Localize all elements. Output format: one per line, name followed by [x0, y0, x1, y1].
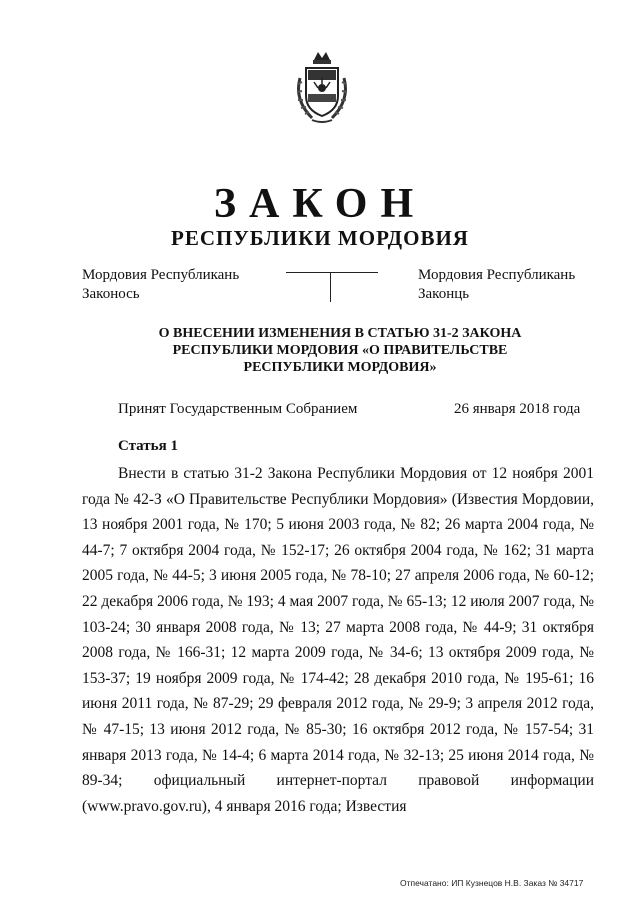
- erzya-title-line-2: Законць: [418, 286, 470, 302]
- adopted-by: Принят Государственным Собранием: [118, 401, 358, 417]
- erzya-title: [418, 266, 575, 304]
- divider-vertical: [330, 272, 331, 302]
- divider-horizontal: [286, 272, 378, 273]
- adopted-date: 26 января 2018 года: [454, 401, 581, 417]
- heading-line-1: О ВНЕСЕНИИ ИЗМЕНЕНИЯ В СТАТЬЮ 31-2 ЗАКОНА: [158, 326, 522, 341]
- moksha-title-line-1: Мордовия Республикань: [82, 267, 240, 283]
- heading-line-2: РЕСПУБЛИКИ МОРДОВИЯ «О ПРАВИТЕЛЬСТВЕ: [172, 343, 508, 358]
- article-body: Внести в статью 31-2 Закона Республики Мордовия от 12 ноября 2001 года № 42-З «О Правительстве Республики Мордовия» (Известия Мордовии, 13 ноября 2001 года, № 170; 5 июня 2003 года, № 82; 26 марта 2004 года, № 44-7; 7 октября 2004 года, № 152-17; 26 октября 2004 года, № 162; 31 марта 2005 года, № 44-5; 3 июня 2005 года, № 78-10; 27 апреля 2006 года, № 60-12; 22 декабря 2006 года, № 193; 4 мая 2007 года, № 65-13; 12 июля 2007 года, № 103-24; 30 января 2008 года, № 13; 27 марта 2008 года, № 44-9; 31 октября 2008 года, № 166-31; 12 марта 2009 года, № 34-6; 13 октября 2009 года, № 153-37; 19 ноября 2009 года, № 174-42; 28 декабря 2010 года, № 195-61; 16 июня 2011 года, № 87-29; 29 февраля 2012 года, № 29-9; 3 апреля 2012 года, № 47-15; 13 июня 2012 года, № 85-30; 16 октября 2012 года, № 157-54; 31 января 2013 года, № 14-4; 6 марта 2014 года, № 32-13; 25 июня 2014 года, № 89-34; официальный интернет-портал правовой информации (www.pravo.gov.ru), 4 января 2016 года; Известия: [82, 465, 594, 815]
- erzya-title-line-1: Мордовия Республикань: [418, 267, 576, 283]
- law-subtitle: РЕСПУБЛИКИ МОРДОВИЯ: [171, 226, 469, 250]
- center-divider: [286, 272, 378, 302]
- heading-line-3: РЕСПУБЛИКИ МОРДОВИЯ»: [243, 360, 437, 375]
- moksha-title: [82, 266, 239, 304]
- coat-of-arms-icon: [290, 48, 354, 124]
- document-heading: [0, 325, 640, 376]
- law-title: ЗАКОН: [213, 181, 427, 227]
- printer-note: Отпечатано: ИП Кузнецов Н.В. Заказ № 34717: [400, 878, 584, 888]
- moksha-title-line-2: Законось: [82, 286, 140, 302]
- article-title: Статья 1: [118, 438, 178, 454]
